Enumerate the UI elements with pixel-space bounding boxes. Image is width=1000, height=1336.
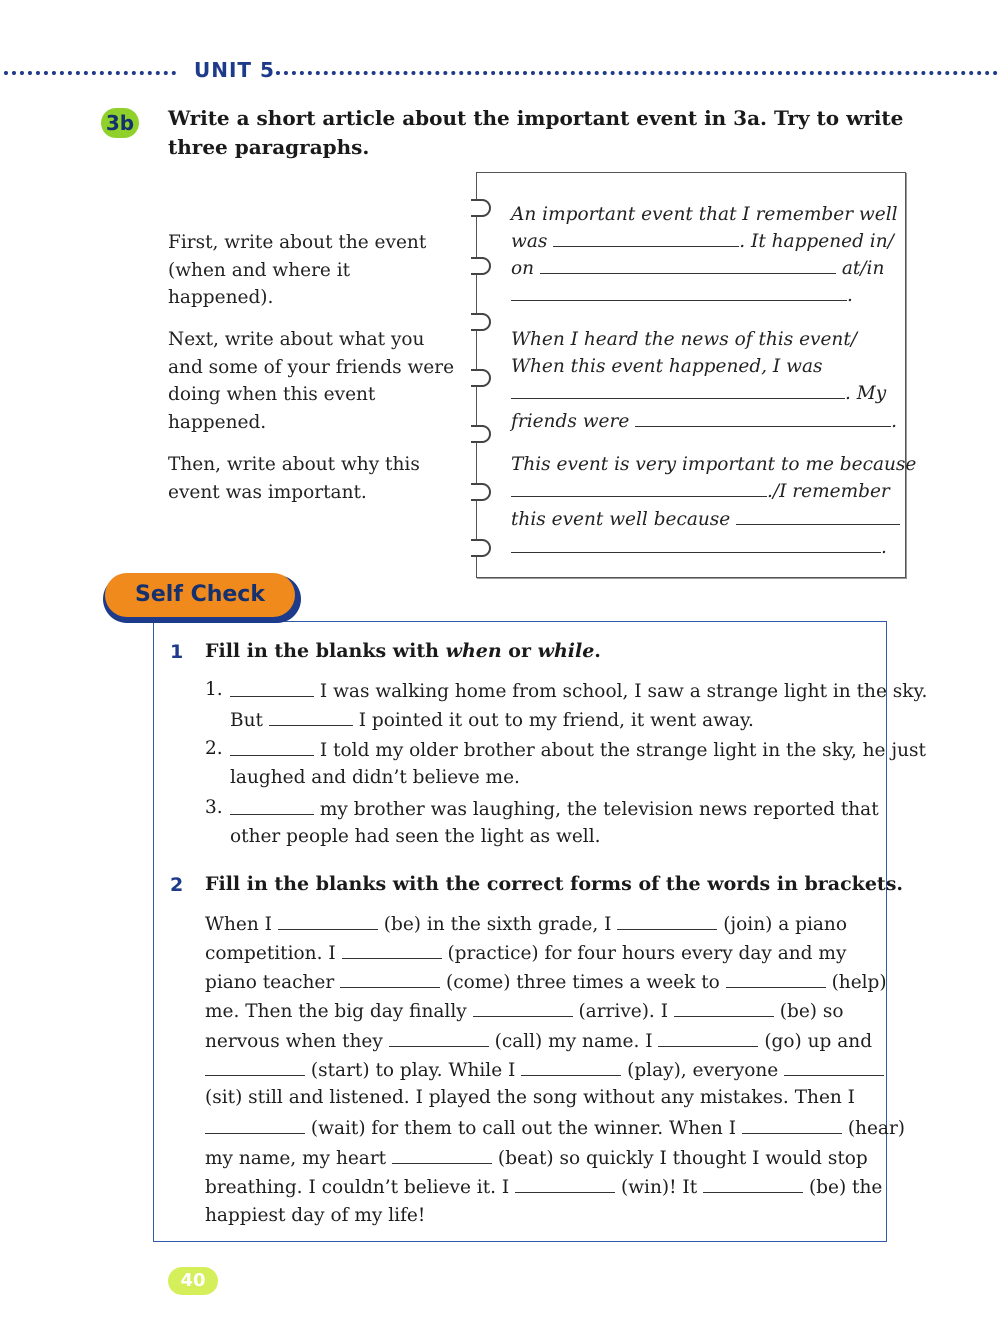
blank-line[interactable] [230,679,314,697]
q2-line: When I (be) in the sixth grade, I (join) a piano [205,914,847,935]
blank-line[interactable] [340,970,440,988]
blank-line[interactable] [553,229,739,247]
blank-line[interactable] [278,912,378,930]
header-dots-left [4,71,176,75]
q1-item-line: But I pointed it out to my friend, it went away. [230,710,754,731]
nb-line: . My [511,380,891,407]
q1-number: 1 [170,641,184,663]
blank-line[interactable] [521,1058,621,1076]
blank-line[interactable] [511,381,845,399]
task-badge-3b: 3b [101,108,139,138]
nb-line: When this event happened, I was [511,356,823,377]
blank-line[interactable] [658,1029,758,1047]
q2-line: (sit) still and listened. I played the song without any mistakes. Then I [205,1087,855,1108]
blank-line[interactable] [230,797,314,815]
blank-line[interactable] [230,738,314,756]
nb-line: friends were . [511,411,898,432]
ring-icon [471,539,491,557]
q1-item-line: my brother was laughing, the television news reported that [230,797,879,820]
nb-line: When I heard the news of this event/ [511,329,858,350]
q2-line: (wait) for them to call out the winner. When I (hear) [205,1116,905,1139]
guidance-next: Next, write about what you and some of your friends were doing when this event happened. [168,329,455,433]
q1-item-line: other people had seen the light as well. [230,826,601,847]
ring-icon [471,199,491,217]
blank-line[interactable] [205,1058,305,1076]
q1-title: Fill in the blanks with when or while. [205,640,601,662]
unit-title: UNIT 5 [194,58,275,82]
blank-line[interactable] [540,256,836,274]
blank-line[interactable] [515,1175,615,1193]
header-dots-right [276,71,998,75]
notebook-frame [476,172,917,578]
blank-line[interactable] [205,1116,305,1134]
q2-title: Fill in the blanks with the correct forms of the words in brackets. [205,873,904,895]
blank-line[interactable] [703,1175,803,1193]
blank-line[interactable] [511,535,881,553]
blank-line[interactable] [736,507,900,525]
self-check-title: Self Check [105,573,295,617]
blank-line[interactable] [742,1116,842,1134]
blank-line[interactable] [784,1058,884,1076]
blank-line[interactable] [511,283,847,301]
nb-line: this event well because [511,506,891,533]
blank-line[interactable] [635,409,891,427]
blank-line[interactable] [511,479,767,497]
q2-line: nervous when they (call) my name. I (go) up and [205,1031,873,1052]
q1-item-number: 2. [205,738,223,759]
q2-line: (start) to play. While I (play), everyone [205,1058,884,1081]
ring-icon [471,369,491,387]
nb-line: on at/in [511,258,885,279]
blank-line[interactable] [674,999,774,1017]
guidance-then: Then, write about why this event was important. [168,454,420,503]
page-number: 40 [168,1267,218,1295]
q2-line: breathing. I couldn’t believe it. I (win)! It (be) the [205,1177,883,1198]
q2-line: piano teacher (come) three times a week to (help) [205,972,887,993]
blank-line[interactable] [389,1029,489,1047]
q1-item-number: 3. [205,797,223,818]
guidance-first: First, write about the event (when and where it happened). [168,232,427,308]
blank-line[interactable] [617,912,717,930]
q1-item-line: laughed and didn’t believe me. [230,767,520,788]
blank-line[interactable] [473,999,573,1017]
q1-item-number: 1. [205,679,223,700]
q2-line: my name, my heart (beat) so quickly I thought I would stop [205,1148,868,1169]
nb-line: ./I remember [511,478,891,505]
q2-line: me. Then the big day finally (arrive). I (be) so [205,1001,844,1022]
blank-line[interactable] [726,970,826,988]
blank-line[interactable] [392,1146,492,1164]
blank-line[interactable] [269,708,353,726]
task-instruction: Write a short article about the important event in 3a. Try to write three paragraphs. [168,106,904,159]
q1-item-line: I was walking home from school, I saw a strange light in the sky. [230,679,927,702]
q2-line: competition. I (practice) for four hours every day and my [205,943,847,964]
nb-line: An important event that I remember well [511,204,898,225]
q1-item-line: I told my older brother about the strange light in the sky, he just [230,738,926,761]
ring-icon [471,313,491,331]
ring-icon [471,425,491,443]
nb-line: This event is very important to me because [511,454,917,475]
ring-icon [471,483,491,501]
blank-line[interactable] [342,941,442,959]
nb-line: . [511,282,891,309]
nb-line: was . It happened in/ [511,231,894,252]
nb-line: . [511,534,891,561]
ring-icon [471,257,491,275]
q2-line: happiest day of my life! [205,1205,426,1226]
q2-number: 2 [170,874,184,896]
